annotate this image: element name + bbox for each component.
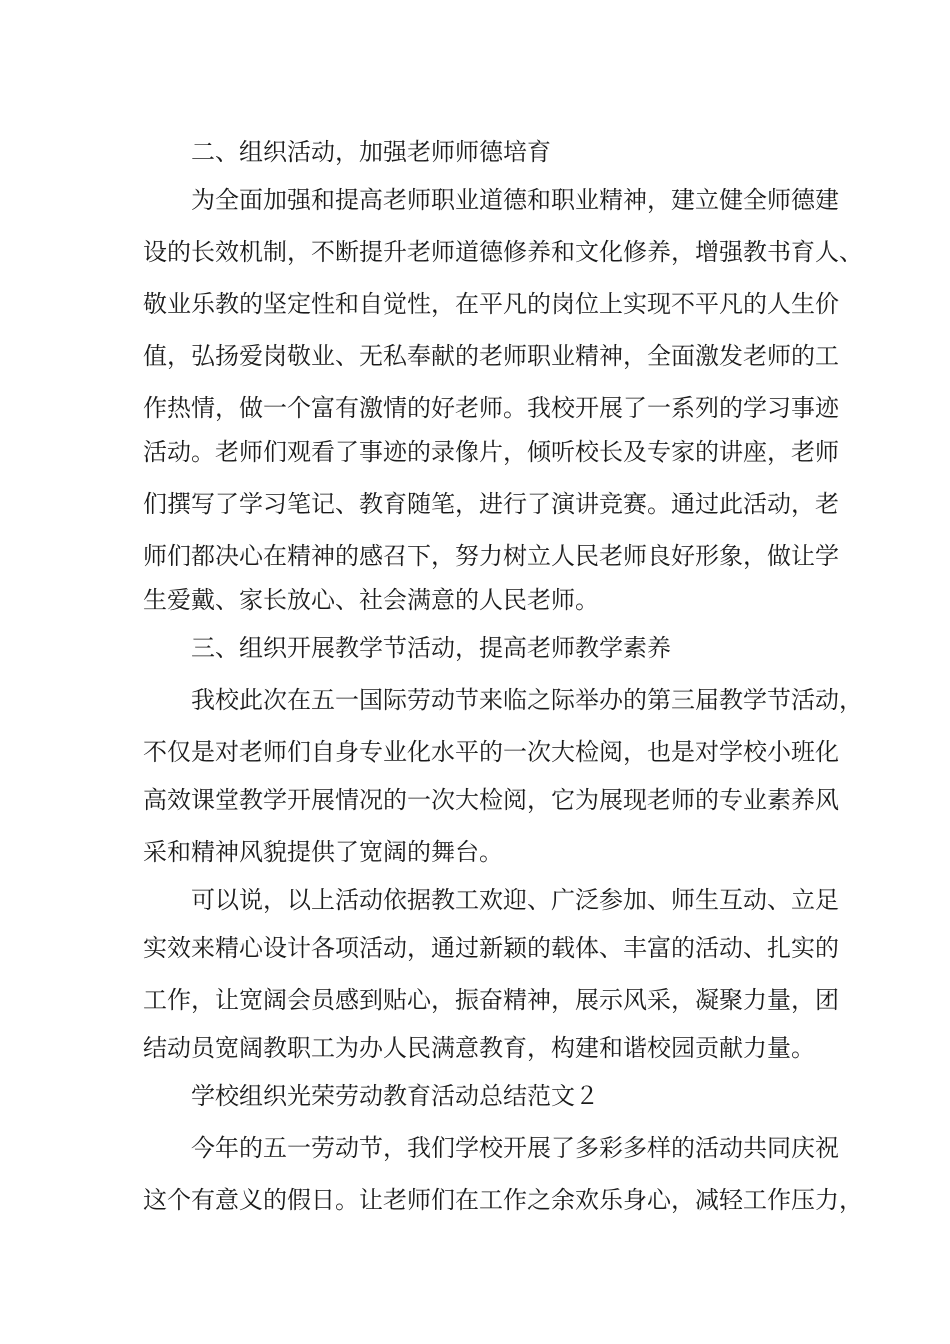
paragraph-line: 敬业乐教的坚定性和自觉性，在平凡的岗位上实现不平凡的人生价 (143, 290, 839, 318)
paragraph-line: 结动员宽阔教职工为办人民满意教育，构建和谐校园贡献力量。 (143, 1034, 815, 1062)
paragraph-line: 高效课堂教学开展情况的一次大检阅，它为展现老师的专业素养风 (143, 786, 839, 814)
paragraph-line: 师们都决心在精神的感召下，努力树立人民老师良好形象，做让学 (143, 542, 839, 570)
paragraph-line: 为全面加强和提高老师职业道德和职业精神，建立健全师德建 (191, 186, 839, 214)
paragraph-line: 们撰写了学习笔记、教育随笔，进行了演讲竞赛。通过此活动，老 (143, 490, 839, 518)
paragraph-line: 不仅是对老师们自身专业化水平的一次大检阅，也是对学校小班化 (143, 738, 839, 766)
paragraph-line: 活动。老师们观看了事迹的录像片，倾听校长及专家的讲座，老师 (143, 438, 839, 466)
paragraph-line: 这个有意义的假日。让老师们在工作之余欢乐身心，减轻工作压力， (143, 1186, 863, 1214)
paragraph-line: 今年的五一劳动节，我们学校开展了多彩多样的活动共同庆祝 (191, 1134, 839, 1162)
section-heading-3: 三、组织开展教学节活动，提高老师教学素养 (191, 634, 671, 662)
paragraph-line: 工作，让宽阔会员感到贴心，振奋精神，展示风采，凝聚力量，团 (143, 986, 839, 1014)
paragraph-line: 可以说，以上活动依据教工欢迎、广泛参加、师生互动、立足 (191, 886, 839, 914)
paragraph-line: 值，弘扬爱岗敬业、无私奉献的老师职业精神，全面激发老师的工 (143, 342, 839, 370)
paragraph-line: 我校此次在五一国际劳动节来临之际举办的第三届教学节活动， (191, 686, 863, 714)
paragraph-line: 生爱戴、家长放心、社会满意的人民老师。 (143, 586, 599, 614)
section-heading-2: 二、组织活动，加强老师师德培育 (191, 138, 551, 166)
paragraph-line: 采和精神风貌提供了宽阔的舞台。 (143, 838, 503, 866)
paragraph-line: 设的长效机制，不断提升老师道德修养和文化修养，增强教书育人、 (143, 238, 863, 266)
article-title: 学校组织光荣劳动教育活动总结范文２ (191, 1082, 599, 1110)
paragraph-line: 作热情，做一个富有激情的好老师。我校开展了一系列的学习事迹 (143, 394, 839, 422)
paragraph-line: 实效来精心设计各项活动，通过新颖的载体、丰富的活动、扎实的 (143, 934, 839, 962)
